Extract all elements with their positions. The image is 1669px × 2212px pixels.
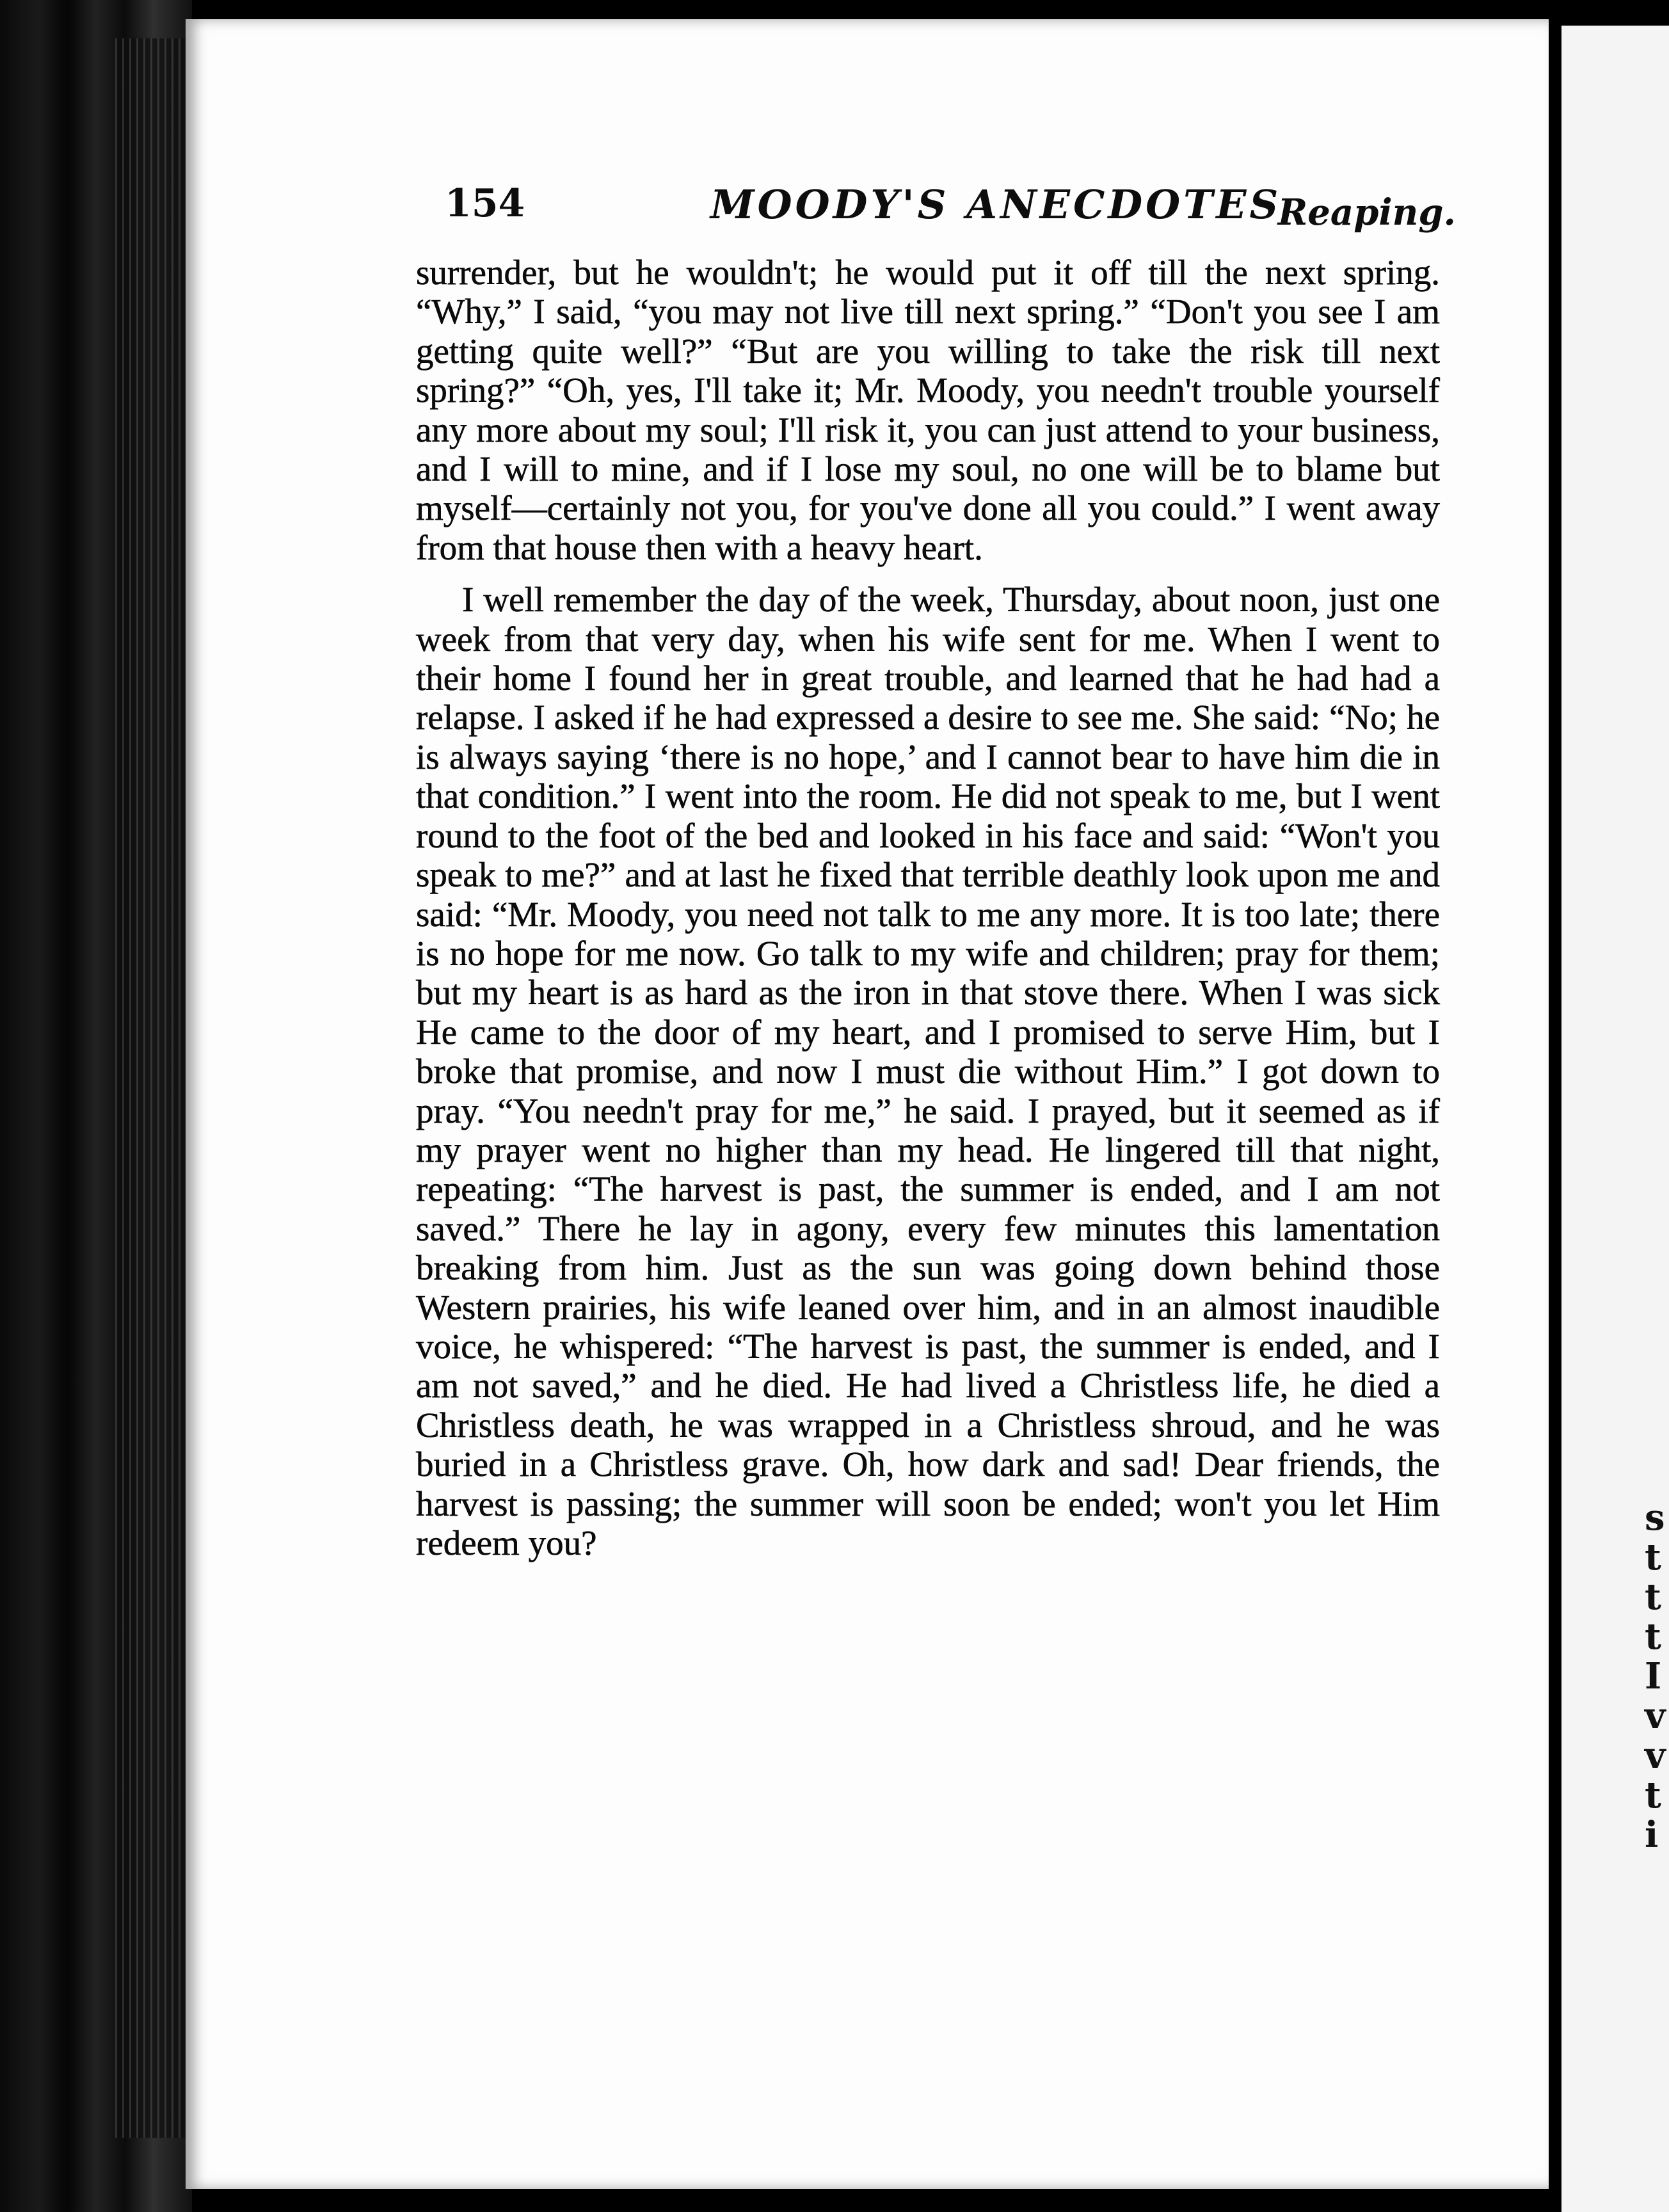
paragraph-continued: surrender, but he wouldn't; he would put it off till the next spring. “Why,” I said, “you may not live till next spring.” “Don't you see I am getting quite well?” “But are you willing to take the risk till next spring?” “Oh, yes, I'll take it; Mr. Moody, you needn't trouble yourself any more about my soul; I'll risk it, you can just attend to your business, and I will to mine, and if I lose my soul, no one will be to blame but myself—certainly not you, for you've done all you could.” I went away from that house then with a heavy heart. [416,253,1440,567]
book-title: MOODY'S ANECDOTES [710,181,1282,228]
page-number: 154 [445,181,525,226]
paragraph: I well remember the day of the week, Thursday, about noon, just one week from that very day, when his wife sent for me. When I went to their home I found her in great trouble, and learned that he had had a relapse. I asked if he had expressed a desire to see me. She said: “No; he is always saying ‘there is no hope,’ and I cannot bear to have him die in that condition.” I went into the room. He did not speak to me, but I went round to the foot of the bed and looked in his face and said: “Won't you speak to me?” and at last he fixed that terrible deathly look upon me and said: “Mr. Moody, you need not talk to me any more. It is too late; there is no hope for me now. Go talk to my wife and children; pray for them; but my heart is as hard as the iron in that stove there. When I was sick He came to the door of my heart, and I promised to serve Him, but I broke that promise, and now I must die without Him.” I got down to pray. “You needn't pray for me,” he said. I prayed, but it seemed as if my prayer went no higher than my head. He lingered till that night, repeating: “The harvest is past, the summer is ended, and I am not saved.” There he lay in agony, every few minutes this lamentation breaking from him. Just as the sun was going down behind those Western prairies, his wife leaned over him, and in an almost inaudible voice, he whispered: “The harvest is past, the summer is ended, and I am not saved,” and he died. He had lived a Christless life, he died a Christless death, he was wrapped in a Christless shroud, and he was buried in a Christless grave. Oh, how dark and sad! Dear friends, the harvest is passing; the summer will soon be ended; won't you let Him redeem you? [416,580,1440,1562]
facing-page-sliver [1561,26,1669,2212]
facing-page-text-fragment: s t t t I v v t i [1645,1496,1666,1856]
body-text [416,253,1440,1575]
section-title: Reaping. [1277,191,1456,234]
running-head [445,176,1456,234]
binding-page-edges [115,38,186,2138]
